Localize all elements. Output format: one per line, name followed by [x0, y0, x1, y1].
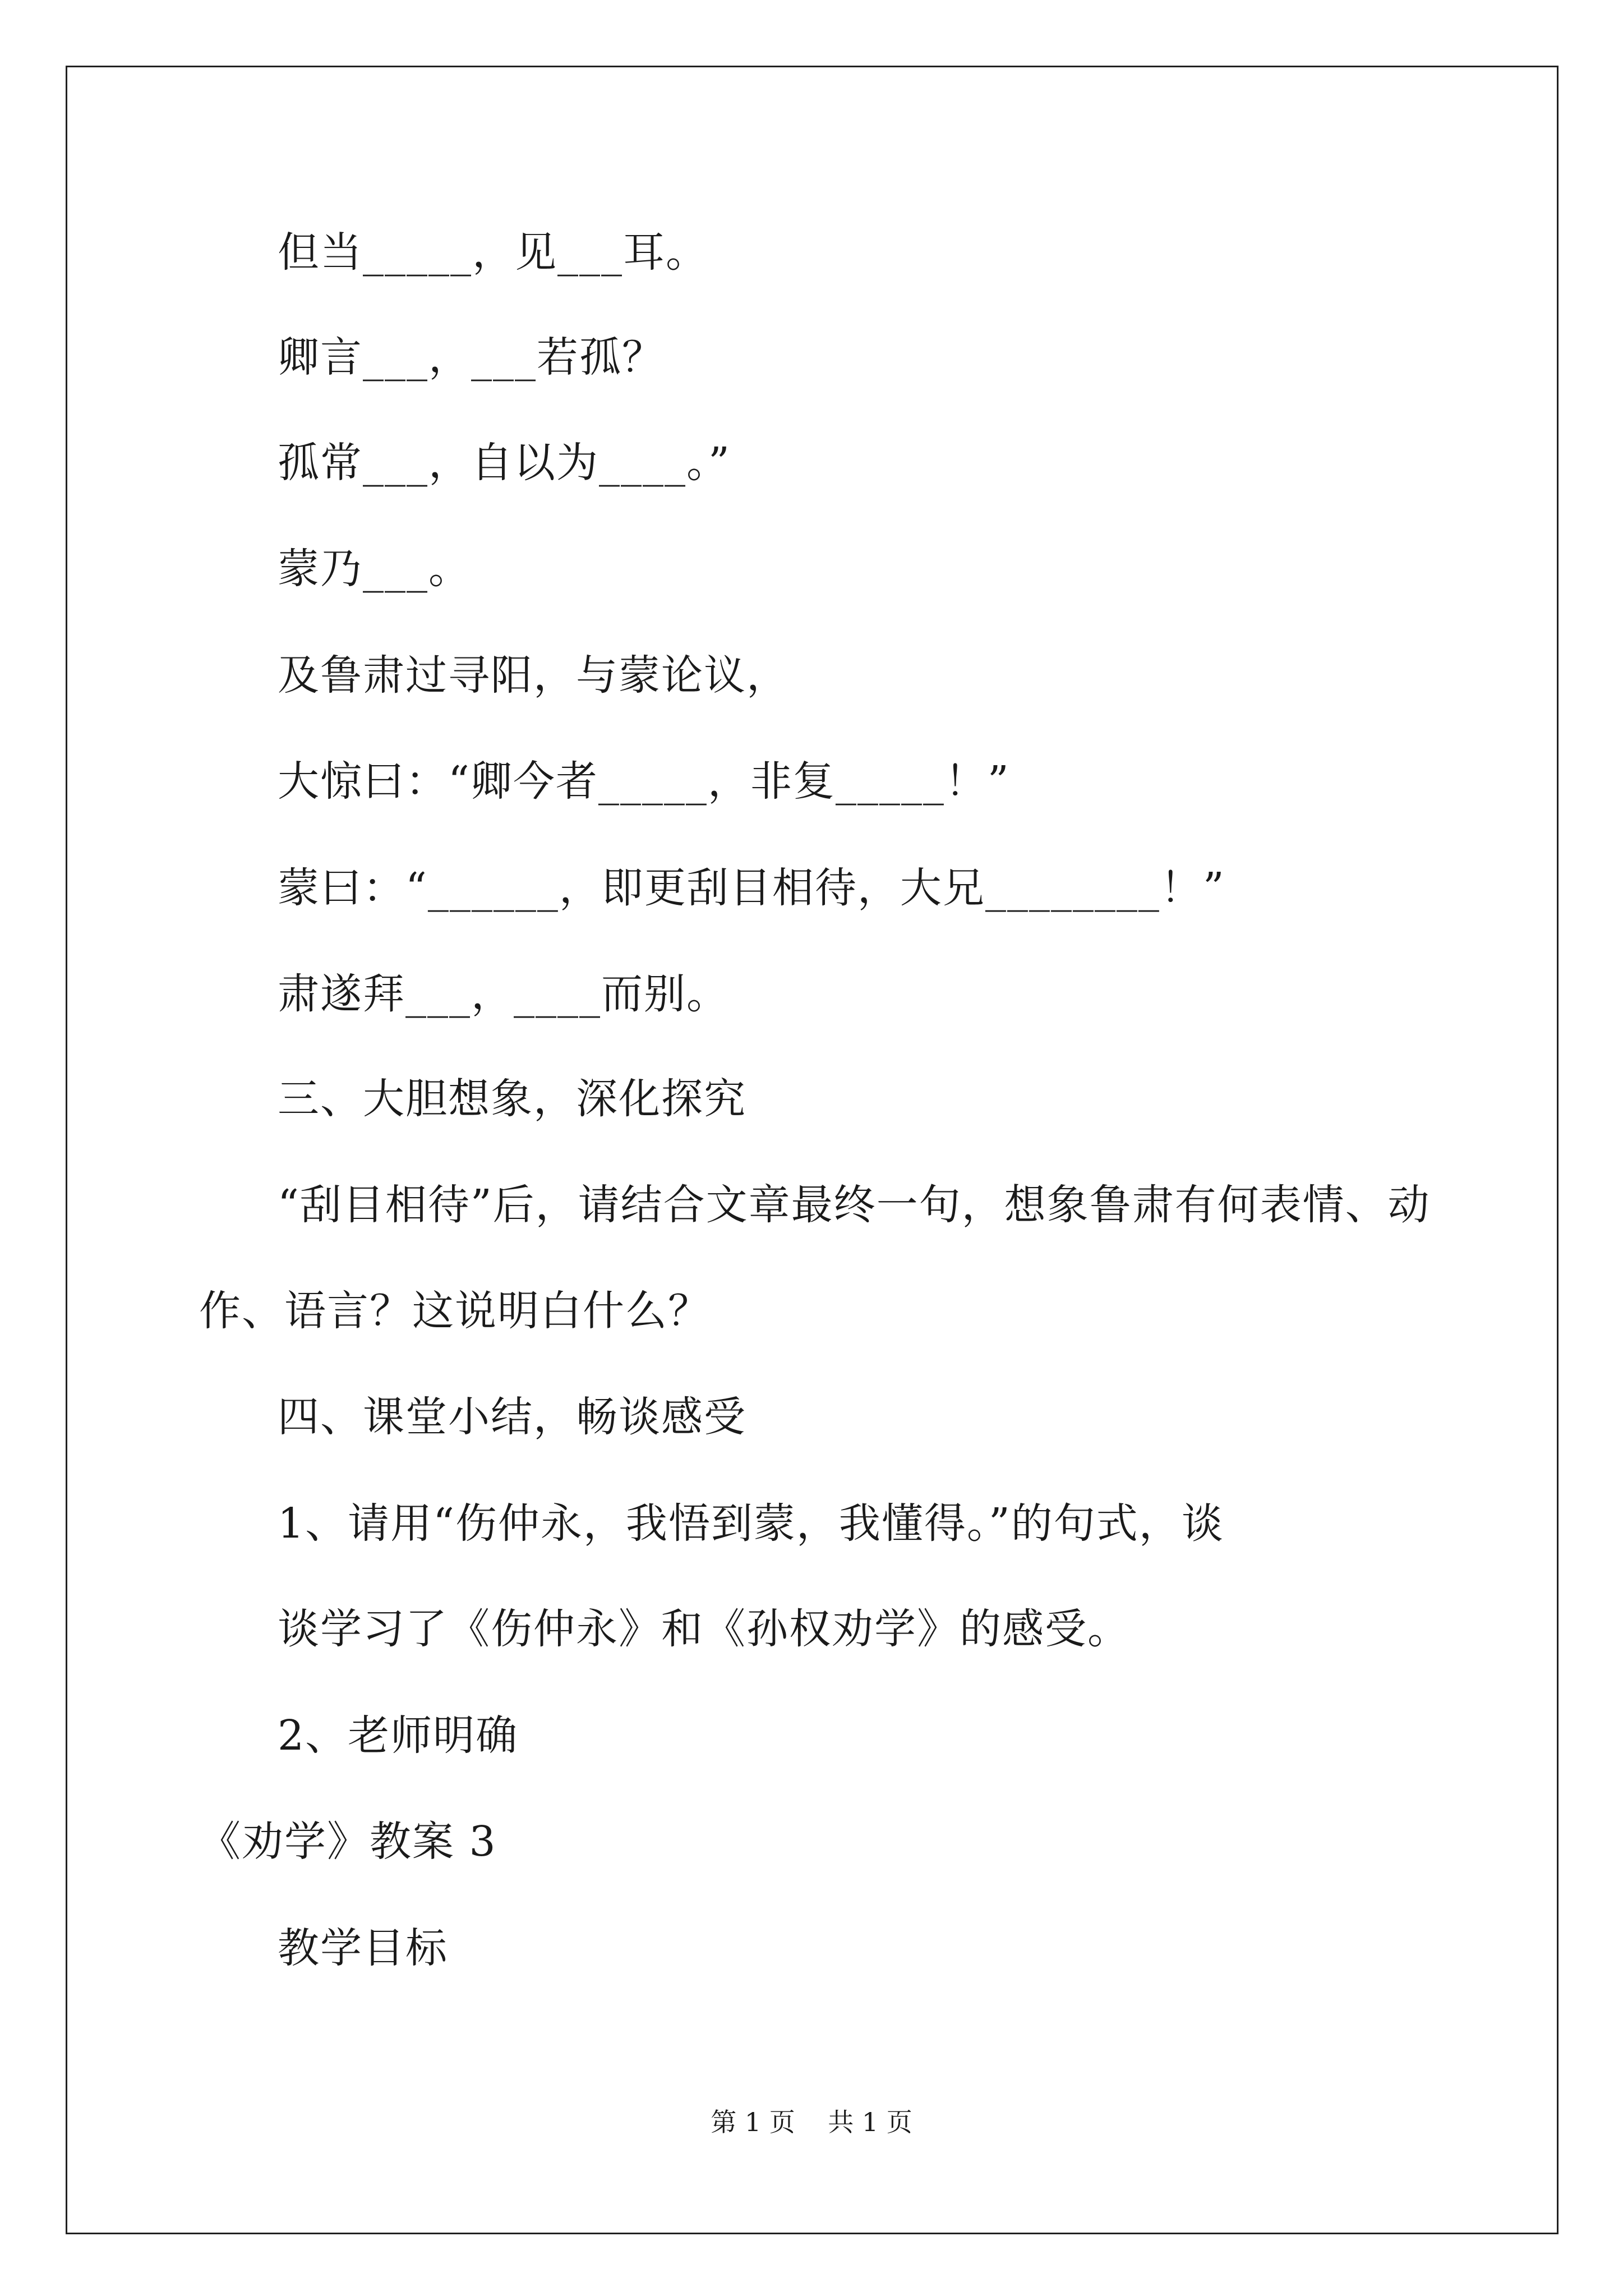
text-line-4: 蒙乃___。 — [278, 545, 471, 593]
text-line-8: 肃遂拜___，____而别。 — [278, 970, 729, 1018]
text-line-5: 及鲁肃过寻阳，与蒙论议， — [278, 651, 789, 700]
text-line-15: 2、老师明确 — [278, 1711, 519, 1760]
text-line-17: 教学目标 — [278, 1924, 448, 1972]
document-title: 《劝学》教案 3 — [199, 1818, 497, 1866]
text-line-1: 但当_____，见___耳。 — [278, 228, 708, 277]
text-line-13: 1、请用“伤仲永，我悟到蒙，我懂得。”的句式，谈 — [278, 1499, 1224, 1548]
section-heading-3: 三、大胆想象，深化探究 — [278, 1075, 746, 1123]
page-footer: 第 1 页 共 1 页 — [711, 2107, 912, 2137]
page-border — [66, 66, 1559, 2234]
text-line-3: 孤常___，自以为____。” — [278, 439, 731, 487]
text-line-2: 卿言___，___若孤？ — [278, 333, 665, 381]
text-line-6: 大惊曰：“卿今者_____，非复_____！” — [278, 757, 1010, 806]
text-line-7: 蒙曰：“______，即更刮目相待，大兄________！” — [278, 864, 1225, 912]
text-line-10: “刮目相待”后，请结合文章最终一句，想象鲁肃有何表情、动 — [278, 1181, 1431, 1229]
section-heading-4: 四、课堂小结，畅谈感受 — [278, 1393, 746, 1441]
text-line-11: 作、语言？这说明白什么？ — [199, 1287, 711, 1335]
text-line-14: 谈学习了《伤仲永》和《孙权劝学》的感受。 — [278, 1605, 1130, 1653]
